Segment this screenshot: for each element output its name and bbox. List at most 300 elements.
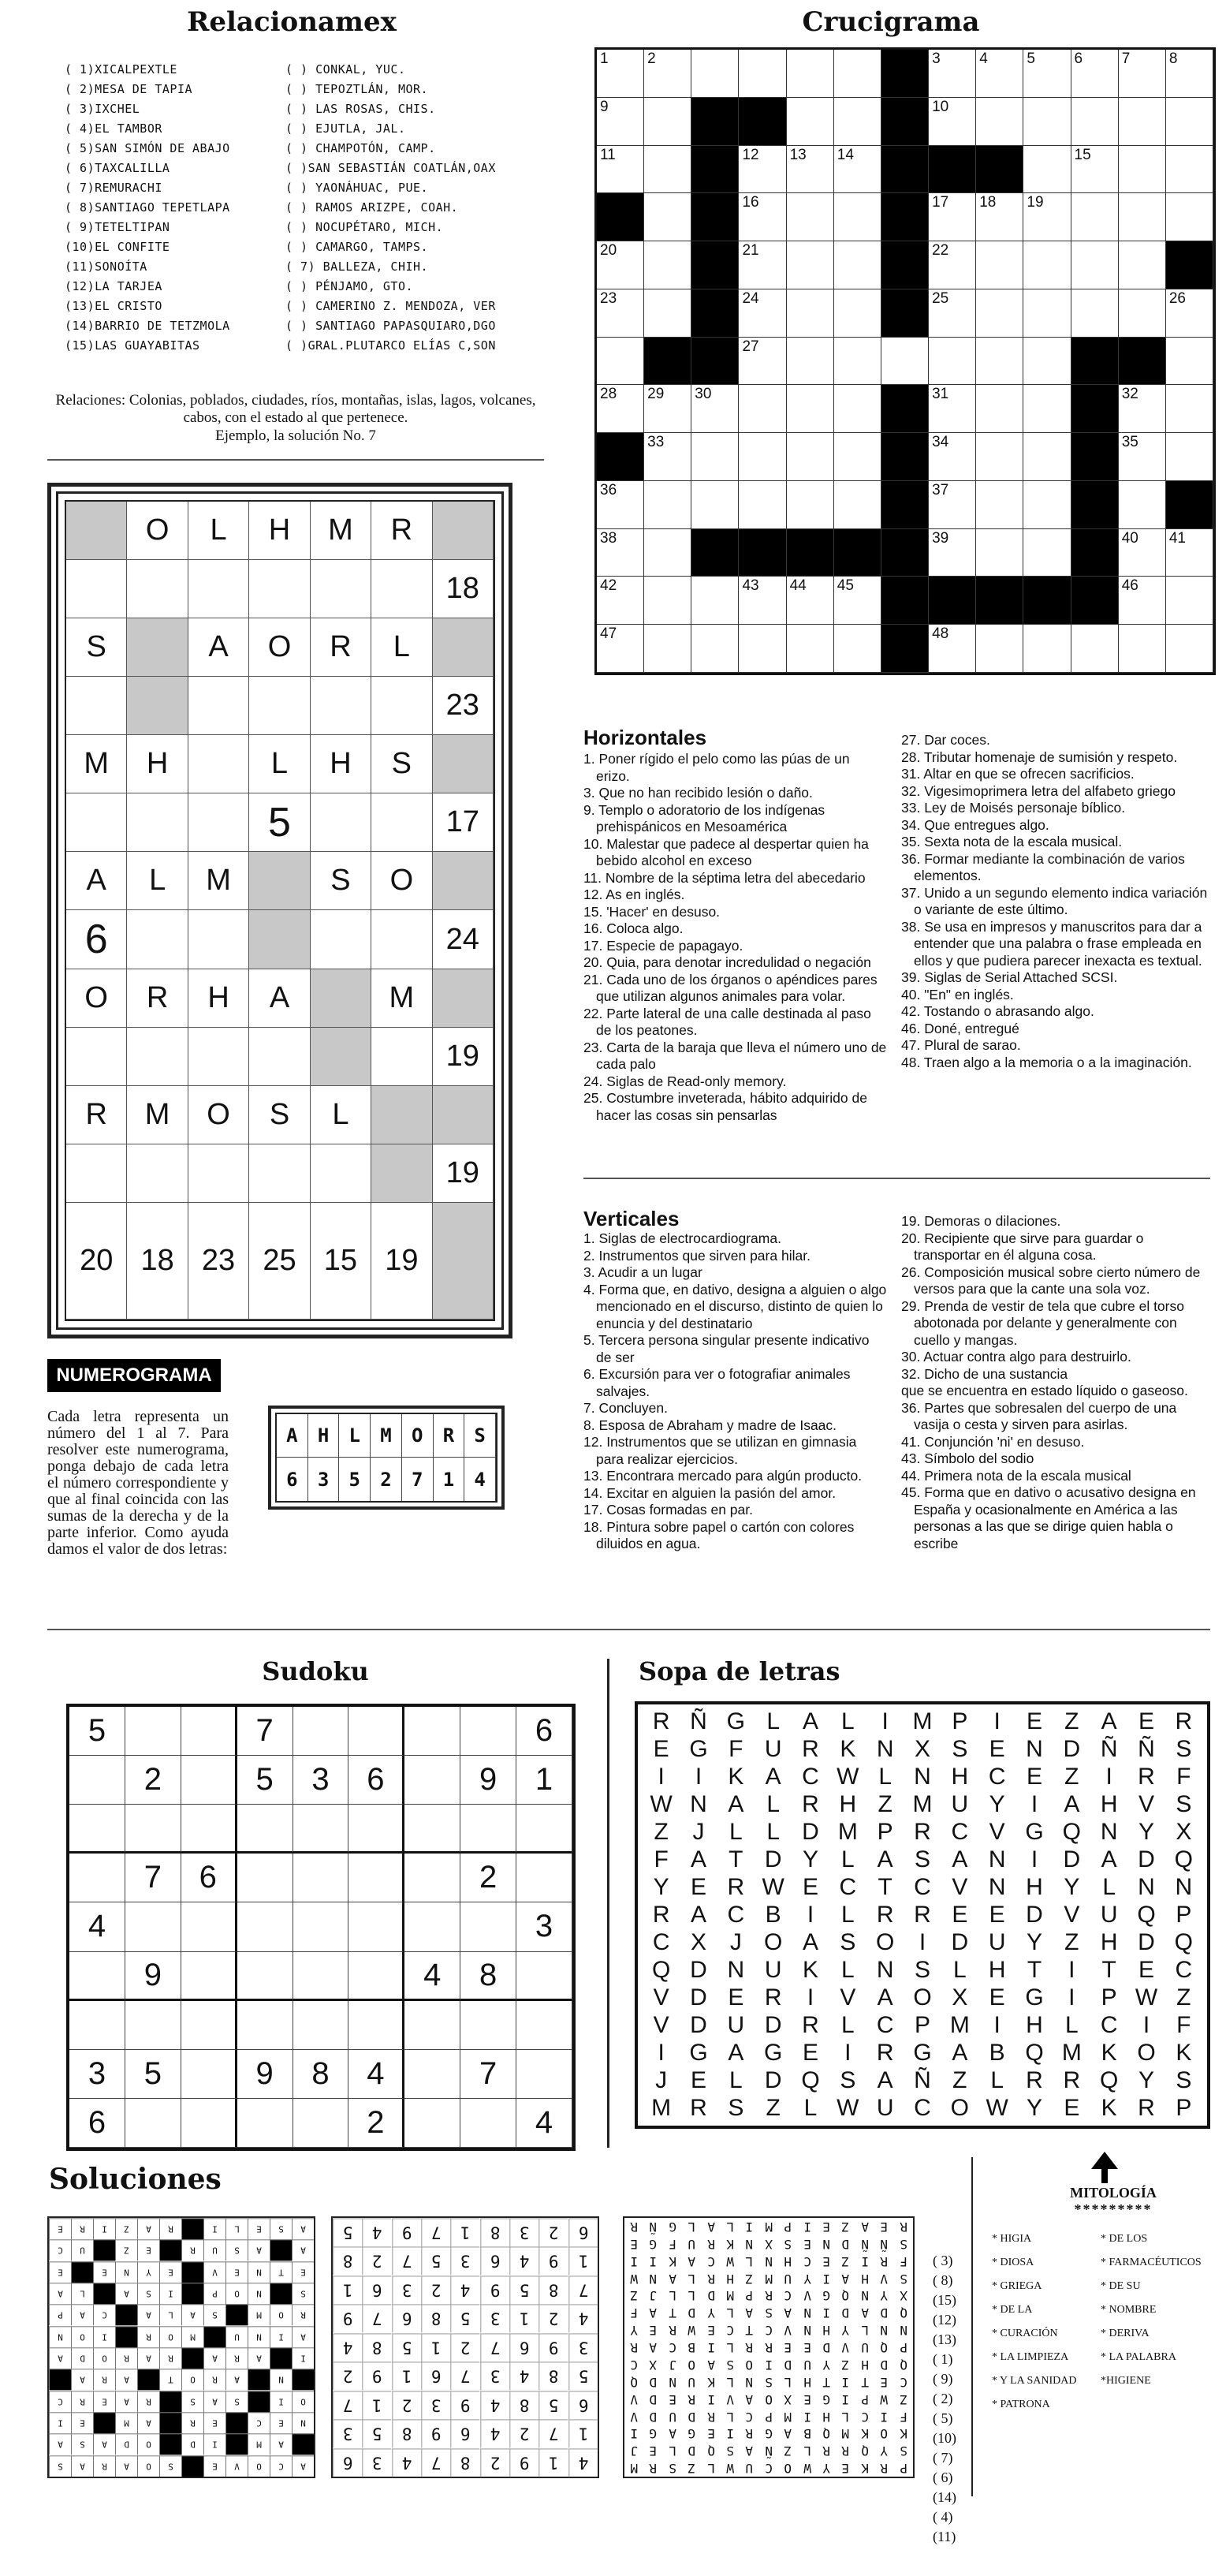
crossword-cell[interactable] (1166, 193, 1213, 241)
sudoku-cell[interactable]: 6 (69, 2099, 125, 2148)
sudoku-cell[interactable] (181, 2099, 237, 2148)
crossword-cell[interactable] (644, 625, 691, 673)
word-search-letter[interactable]: H (1100, 1929, 1118, 1956)
word-search-letter[interactable]: A (1101, 1846, 1117, 1872)
sudoku-cell[interactable] (237, 1805, 293, 1854)
word-search-letter[interactable]: N (1026, 1735, 1043, 1762)
word-search-letter[interactable]: U (764, 1957, 782, 1984)
word-search-letter[interactable]: D (690, 2012, 707, 2039)
sudoku-cell[interactable] (125, 1902, 181, 1951)
word-search-letter[interactable]: K (802, 1957, 818, 1984)
sudoku-cell[interactable] (460, 1805, 516, 1854)
sudoku-cell[interactable] (293, 1952, 349, 2001)
word-search-letter[interactable]: L (766, 1708, 780, 1734)
sudoku-cell[interactable] (460, 1707, 516, 1756)
crossword-cell[interactable] (644, 146, 691, 194)
crossword-cell[interactable] (787, 481, 834, 529)
crossword-cell[interactable] (834, 193, 881, 241)
crossword-cell[interactable] (787, 338, 834, 386)
crossword-cell[interactable] (691, 577, 739, 625)
crossword-cell[interactable]: 20 (597, 241, 644, 289)
numerograma-cell[interactable]: H (311, 735, 371, 793)
crossword-cell[interactable]: 36 (597, 481, 644, 529)
crossword-cell[interactable] (976, 98, 1023, 146)
crossword-cell[interactable] (787, 625, 834, 673)
word-search-letter[interactable]: I (919, 1929, 926, 1956)
sudoku-cell[interactable] (237, 1854, 293, 1902)
crossword-cell[interactable] (834, 433, 881, 481)
crossword-cell[interactable] (1023, 625, 1071, 673)
crossword-cell[interactable]: 9 (597, 98, 644, 146)
crossword-cell[interactable] (691, 50, 739, 98)
word-search-letter[interactable]: F (729, 1735, 743, 1762)
numerograma-cell[interactable] (433, 852, 494, 910)
sudoku-cell[interactable] (516, 1854, 572, 1902)
numerograma-cell[interactable]: H (127, 735, 188, 793)
sudoku-cell[interactable] (237, 2099, 293, 2148)
word-search-letter[interactable]: A (952, 2040, 968, 2066)
word-search-letter[interactable]: I (881, 1708, 889, 1734)
word-search-letter[interactable]: M (837, 1818, 858, 1845)
crossword-cell[interactable] (1166, 146, 1213, 194)
sudoku-cell[interactable] (293, 1805, 349, 1854)
word-search-letter[interactable]: A (690, 1901, 706, 1928)
numerograma-cell[interactable] (66, 1144, 127, 1203)
numerograma-cell[interactable]: O (249, 618, 310, 677)
word-search-letter[interactable]: K (1176, 2040, 1192, 2066)
crossword-cell[interactable] (1071, 289, 1119, 338)
crossword-cell[interactable] (644, 481, 691, 529)
crossword-cell[interactable] (787, 433, 834, 481)
crossword-cell[interactable]: 16 (739, 193, 786, 241)
numerograma-cell[interactable] (66, 502, 127, 560)
numerograma-cell[interactable] (127, 677, 188, 735)
numerograma-cell[interactable]: 25 (249, 1203, 310, 1320)
numerograma-cell[interactable]: 24 (433, 910, 494, 969)
numerograma-cell[interactable] (371, 1086, 432, 1144)
word-search-letter[interactable]: H (951, 1763, 969, 1790)
word-search-letter[interactable]: D (764, 2067, 782, 2094)
crossword-cell[interactable] (1119, 625, 1166, 673)
word-search-letter[interactable]: R (1175, 1708, 1193, 1734)
word-search-letter[interactable]: L (990, 2067, 1004, 2094)
word-search-letter[interactable]: I (1142, 2012, 1150, 2039)
word-search-letter[interactable]: C (951, 1818, 969, 1845)
sudoku-cell[interactable] (125, 2099, 181, 2148)
crossword-cell[interactable]: 32 (1119, 385, 1166, 433)
sudoku-cell[interactable] (404, 1805, 460, 1854)
sudoku-cell[interactable] (69, 1854, 125, 1902)
word-search-letter[interactable]: J (692, 1818, 705, 1845)
word-search-letter[interactable]: C (727, 1901, 745, 1928)
word-search-letter[interactable]: E (1138, 1708, 1154, 1734)
crossword-cell[interactable] (644, 289, 691, 338)
word-search-letter[interactable]: N (914, 1763, 931, 1790)
crossword-cell[interactable] (739, 481, 786, 529)
sudoku-cell[interactable] (516, 1952, 572, 2001)
word-search-letter[interactable]: S (728, 2095, 744, 2122)
numerograma-cell[interactable]: M (188, 852, 249, 910)
crossword-cell[interactable] (1071, 241, 1119, 289)
word-search-letter[interactable]: S (840, 1929, 856, 1956)
word-search-letter[interactable]: N (988, 1873, 1006, 1900)
numerograma-cell[interactable] (311, 793, 371, 852)
sudoku-cell[interactable] (293, 1707, 349, 1756)
word-search-letter[interactable]: C (876, 2012, 894, 2039)
crossword-cell[interactable] (976, 241, 1023, 289)
sudoku-cell[interactable]: 6 (181, 1854, 237, 1902)
word-search-letter[interactable]: S (914, 1846, 930, 1872)
crossword-cell[interactable]: 7 (1119, 50, 1166, 98)
word-search-letter[interactable]: I (658, 1763, 665, 1790)
word-search-letter[interactable]: U (988, 1929, 1006, 1956)
crossword-cell[interactable]: 42 (597, 577, 644, 625)
numerograma-cell[interactable] (249, 560, 310, 618)
word-search-letter[interactable]: A (802, 1708, 818, 1734)
word-search-letter[interactable]: Q (1099, 2067, 1119, 2094)
numerograma-cell[interactable]: L (249, 735, 310, 793)
word-search-letter[interactable]: E (690, 2067, 706, 2094)
word-search-letter[interactable]: E (653, 1735, 669, 1762)
numerograma-cell[interactable] (249, 852, 310, 910)
crossword-cell[interactable] (787, 289, 834, 338)
word-search-letter[interactable]: H (988, 1957, 1006, 1984)
crossword-cell[interactable] (1166, 338, 1213, 386)
word-search-letter[interactable]: G (689, 2040, 708, 2066)
numerograma-cell[interactable] (311, 1028, 371, 1086)
crossword-cell[interactable]: 8 (1166, 50, 1213, 98)
word-search-letter[interactable]: Q (1174, 1929, 1193, 1956)
numerograma-cell[interactable]: 6 (66, 910, 127, 969)
crossword-cell[interactable]: 46 (1119, 577, 1166, 625)
word-search-letter[interactable]: U (1100, 1901, 1118, 1928)
numerograma-cell[interactable] (311, 560, 371, 618)
word-search-letter[interactable]: Ñ (1100, 1735, 1118, 1762)
word-search-letter[interactable]: I (844, 2040, 851, 2066)
numerograma-cell[interactable]: 5 (249, 793, 310, 852)
word-search-letter[interactable]: X (690, 1929, 706, 1956)
numerograma-cell[interactable] (433, 1086, 494, 1144)
numerograma-cell[interactable] (127, 910, 188, 969)
numerograma-cell[interactable] (371, 1028, 432, 1086)
crossword-cell[interactable] (834, 98, 881, 146)
crossword-cell[interactable]: 23 (597, 289, 644, 338)
word-search-letter[interactable]: L (729, 2067, 743, 2094)
word-search-letter[interactable]: V (653, 2012, 669, 2039)
sudoku-cell[interactable]: 5 (125, 2050, 181, 2099)
word-search-letter[interactable]: N (1175, 1873, 1193, 1900)
crossword-cell[interactable] (787, 98, 834, 146)
sudoku-cell[interactable]: 3 (516, 1902, 572, 1951)
sudoku-cell[interactable]: 6 (348, 1756, 404, 1805)
numerograma-cell[interactable] (433, 735, 494, 793)
word-search-letter[interactable]: C (839, 1873, 857, 1900)
sudoku-cell[interactable] (181, 1952, 237, 2001)
sudoku-cell[interactable]: 3 (293, 1756, 349, 1805)
numerograma-cell[interactable] (66, 677, 127, 735)
word-search-letter[interactable]: H (839, 1790, 857, 1817)
sudoku-cell[interactable] (460, 2001, 516, 2050)
numerograma-cell[interactable] (371, 793, 432, 852)
word-search-letter[interactable]: I (1068, 1984, 1075, 2011)
word-search-letter[interactable]: O (1137, 2040, 1156, 2066)
word-search-letter[interactable]: A (877, 1846, 893, 1872)
crossword-cell[interactable]: 27 (739, 338, 786, 386)
numerograma-cell[interactable] (127, 618, 188, 677)
sudoku-cell[interactable] (237, 1902, 293, 1951)
sudoku-cell[interactable]: 2 (348, 2099, 404, 2148)
numerograma-cell[interactable]: H (188, 969, 249, 1028)
word-search-letter[interactable]: R (652, 1901, 670, 1928)
word-search-letter[interactable]: P (914, 2012, 930, 2039)
crossword-cell[interactable] (976, 433, 1023, 481)
crossword-cell[interactable] (1166, 98, 1213, 146)
sudoku-cell[interactable] (293, 1854, 349, 1902)
word-search-letter[interactable]: S (952, 1735, 968, 1762)
word-search-letter[interactable]: R (690, 2095, 707, 2122)
crossword-cell[interactable] (1023, 385, 1071, 433)
word-search-letter[interactable]: S (1176, 2067, 1192, 2094)
crossword-cell[interactable]: 39 (929, 529, 976, 577)
crossword-cell[interactable] (976, 481, 1023, 529)
crossword-cell[interactable] (1119, 241, 1166, 289)
sudoku-cell[interactable] (181, 1902, 237, 1951)
crossword-cell[interactable] (1166, 385, 1213, 433)
word-search-letter[interactable]: Y (1138, 2067, 1154, 2094)
word-search-letter[interactable]: M (949, 2012, 970, 2039)
word-search-letter[interactable]: W (650, 1790, 673, 1817)
numerograma-cell[interactable]: M (66, 735, 127, 793)
word-search-letter[interactable]: D (802, 1818, 819, 1845)
word-search-letter[interactable]: N (1138, 1873, 1155, 1900)
word-search-letter[interactable]: O (913, 1984, 932, 2011)
word-search-letter[interactable]: E (1064, 2095, 1080, 2122)
numerograma-cell[interactable] (249, 677, 310, 735)
word-search-letter[interactable]: E (989, 1735, 1005, 1762)
word-search-letter[interactable]: V (1064, 1901, 1080, 1928)
sudoku-cell[interactable] (125, 2001, 181, 2050)
sudoku-cell[interactable] (181, 2050, 237, 2099)
crossword-cell[interactable]: 43 (739, 577, 786, 625)
word-search-letter[interactable]: P (1101, 1984, 1117, 2011)
crossword-cell[interactable] (691, 625, 739, 673)
numerograma-cell[interactable]: R (371, 502, 432, 560)
crossword-cell[interactable]: 6 (1071, 50, 1119, 98)
crossword-cell[interactable] (834, 289, 881, 338)
numerograma-cell[interactable]: A (66, 852, 127, 910)
sudoku-cell[interactable]: 7 (237, 1707, 293, 1756)
word-search-letter[interactable]: R (652, 1708, 670, 1734)
sudoku-cell[interactable] (293, 1902, 349, 1951)
sudoku-cell[interactable]: 5 (237, 1756, 293, 1805)
crossword-cell[interactable]: 35 (1119, 433, 1166, 481)
numerograma-cell[interactable] (433, 502, 494, 560)
numerograma-cell[interactable] (249, 1144, 310, 1203)
sudoku-cell[interactable] (460, 2099, 516, 2148)
word-search-letter[interactable]: Y (989, 1790, 1005, 1817)
word-search-letter[interactable]: Y (802, 1846, 818, 1872)
crossword-cell[interactable]: 21 (739, 241, 786, 289)
word-search-letter[interactable]: E (1138, 1957, 1154, 1984)
numerograma-cell[interactable] (371, 560, 432, 618)
numerograma-cell[interactable]: S (311, 852, 371, 910)
numerograma-cell[interactable] (127, 560, 188, 618)
word-search-letter[interactable]: I (807, 1901, 814, 1928)
word-search-letter[interactable]: R (1138, 1763, 1155, 1790)
word-search-letter[interactable]: W (837, 2095, 859, 2122)
word-search-letter[interactable]: A (690, 1846, 706, 1872)
numerograma-cell[interactable] (188, 793, 249, 852)
word-search-letter[interactable]: R (764, 1984, 782, 2011)
word-search-letter[interactable]: Ñ (690, 1708, 707, 1734)
word-search-letter[interactable]: G (689, 1735, 708, 1762)
numerograma-cell[interactable]: 19 (433, 1028, 494, 1086)
sudoku-cell[interactable] (348, 1854, 404, 1902)
sudoku-cell[interactable]: 9 (125, 1952, 181, 2001)
sudoku-cell[interactable] (181, 1707, 237, 1756)
numerograma-cell[interactable]: M (311, 502, 371, 560)
word-search-letter[interactable]: A (877, 2067, 893, 2094)
word-search-letter[interactable]: Z (1064, 1929, 1079, 1956)
crossword-cell[interactable]: 31 (929, 385, 976, 433)
crossword-cell[interactable]: 17 (929, 193, 976, 241)
word-search-letter[interactable]: N (988, 1846, 1006, 1872)
word-search-letter[interactable]: W (762, 1873, 784, 1900)
word-search-letter[interactable]: C (1175, 1957, 1193, 1984)
word-search-letter[interactable]: H (1026, 2012, 1043, 2039)
numerograma-cell[interactable]: A (188, 618, 249, 677)
word-search-letter[interactable]: U (951, 1790, 969, 1817)
word-search-letter[interactable]: T (729, 1846, 743, 1872)
word-search-letter[interactable]: M (912, 1790, 933, 1817)
crossword-cell[interactable] (787, 193, 834, 241)
word-search-letter[interactable]: N (1100, 1818, 1118, 1845)
sudoku-cell[interactable]: 3 (69, 2050, 125, 2099)
word-search-letter[interactable]: L (1064, 2012, 1079, 2039)
word-search-letter[interactable]: E (1026, 1763, 1042, 1790)
word-search-letter[interactable]: P (1176, 2095, 1192, 2122)
word-search-letter[interactable]: L (840, 1708, 855, 1734)
numerograma-cell[interactable] (433, 969, 494, 1028)
crossword-cell[interactable] (834, 385, 881, 433)
word-search-letter[interactable]: A (1101, 1708, 1117, 1734)
crossword-cell[interactable]: 41 (1166, 529, 1213, 577)
sudoku-cell[interactable]: 7 (125, 1854, 181, 1902)
word-search-letter[interactable]: K (1101, 2040, 1117, 2066)
crossword-cell[interactable] (1023, 433, 1071, 481)
crossword-cell[interactable] (1023, 241, 1071, 289)
word-search-letter[interactable]: I (993, 2012, 1001, 2039)
word-search-letter[interactable]: B (765, 1901, 781, 1928)
crossword-cell[interactable]: 11 (597, 146, 644, 194)
word-search-letter[interactable]: M (912, 1708, 933, 1734)
numerograma-cell[interactable]: 20 (66, 1203, 127, 1320)
sudoku-cell[interactable]: 2 (125, 1756, 181, 1805)
word-search-letter[interactable]: R (802, 2012, 819, 2039)
word-search-letter[interactable]: R (914, 1818, 931, 1845)
crossword-cell[interactable]: 5 (1023, 50, 1071, 98)
sudoku-cell[interactable]: 1 (516, 1756, 572, 1805)
crossword-cell[interactable]: 28 (597, 385, 644, 433)
word-search-letter[interactable]: A (802, 1929, 818, 1956)
word-search-letter[interactable]: K (1101, 2095, 1117, 2122)
word-search-letter[interactable]: U (764, 1735, 782, 1762)
crossword-cell[interactable] (739, 625, 786, 673)
sudoku-cell[interactable] (348, 1805, 404, 1854)
numerograma-cell[interactable]: L (188, 502, 249, 560)
word-search-letter[interactable]: G (913, 2040, 932, 2066)
crossword-cell[interactable] (1023, 289, 1071, 338)
word-search-letter[interactable]: A (728, 2040, 744, 2066)
word-search-letter[interactable]: M (651, 2095, 672, 2122)
numerograma-cell[interactable]: A (249, 969, 310, 1028)
sudoku-cell[interactable] (516, 2050, 572, 2099)
word-search-letter[interactable]: Y (1026, 2095, 1042, 2122)
word-search-letter[interactable]: Q (651, 1957, 671, 1984)
numerograma-cell[interactable]: 15 (311, 1203, 371, 1320)
word-search-letter[interactable]: E (802, 2040, 818, 2066)
word-search-letter[interactable]: G (1025, 1818, 1044, 1845)
word-search-letter[interactable]: X (952, 1984, 968, 2011)
numerograma-cell[interactable]: S (249, 1086, 310, 1144)
sudoku-cell[interactable] (516, 2001, 572, 2050)
word-search-letter[interactable]: K (840, 1735, 856, 1762)
word-search-letter[interactable]: A (765, 1763, 781, 1790)
word-search-letter[interactable]: D (1026, 1901, 1043, 1928)
word-search-letter[interactable]: G (726, 1708, 745, 1734)
word-search-letter[interactable]: Z (1064, 1708, 1079, 1734)
word-search-letter[interactable]: R (876, 2040, 894, 2066)
numerograma-cell[interactable]: 18 (127, 1203, 188, 1320)
word-search-letter[interactable]: Z (654, 1818, 669, 1845)
word-search-letter[interactable]: T (878, 1873, 892, 1900)
numerograma-cell[interactable]: M (371, 969, 432, 1028)
crossword-cell[interactable] (1166, 433, 1213, 481)
word-search-letter[interactable]: Z (766, 2095, 781, 2122)
crossword-cell[interactable] (1119, 98, 1166, 146)
word-search-letter[interactable]: S (914, 1957, 930, 1984)
numerograma-cell[interactable]: O (127, 502, 188, 560)
word-search-letter[interactable]: Y (1064, 1873, 1080, 1900)
word-search-letter[interactable]: V (1138, 1790, 1154, 1817)
word-search-letter[interactable]: V (989, 1818, 1005, 1845)
word-search-letter[interactable]: L (766, 1790, 780, 1817)
sudoku-cell[interactable] (516, 1805, 572, 1854)
word-search-letter[interactable]: V (840, 1984, 856, 2011)
crossword-cell[interactable] (1071, 98, 1119, 146)
crossword-cell[interactable] (1023, 338, 1071, 386)
sudoku-cell[interactable] (404, 2050, 460, 2099)
crossword-cell[interactable] (739, 433, 786, 481)
sudoku-cell[interactable]: 7 (460, 2050, 516, 2099)
numerograma-cell[interactable] (188, 735, 249, 793)
word-search-letter[interactable]: I (1030, 1846, 1038, 1872)
crossword-cell[interactable]: 12 (739, 146, 786, 194)
crossword-cell[interactable]: 33 (644, 433, 691, 481)
crossword-cell[interactable]: 48 (929, 625, 976, 673)
crossword-cell[interactable]: 19 (1023, 193, 1071, 241)
crossword-cell[interactable]: 22 (929, 241, 976, 289)
sudoku-cell[interactable] (404, 1854, 460, 1902)
numerograma-cell[interactable]: 23 (188, 1203, 249, 1320)
crossword-cell[interactable] (739, 385, 786, 433)
word-search-letter[interactable]: A (728, 1790, 744, 1817)
numerograma-cell[interactable] (371, 1144, 432, 1203)
word-search-letter[interactable]: D (1138, 1929, 1155, 1956)
numerograma-cell[interactable] (127, 793, 188, 852)
word-search-letter[interactable]: Y (1026, 1929, 1042, 1956)
crossword-cell[interactable]: 3 (929, 50, 976, 98)
